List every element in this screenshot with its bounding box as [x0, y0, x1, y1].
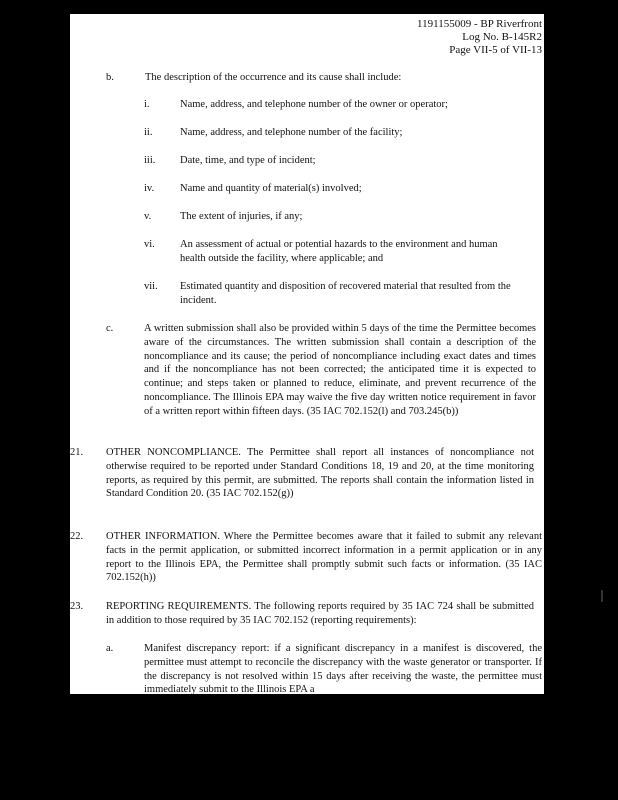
section-number: 23.	[70, 601, 84, 612]
header-log-number: Log No. B-145R2	[462, 31, 542, 43]
subitem-marker: vi.	[144, 239, 155, 250]
subitem-text: Name, address, and telephone number of the owner or operator;	[180, 99, 448, 110]
subitem-text: Estimated quantity and disposition of recovered material that resulted from the incident.	[180, 281, 511, 306]
section-text: REPORTING REQUIREMENTS. The following reports required by 35 IAC 724 shall be submitted in addition to those required by 35 IAC 702.152 (reporting requirements):	[106, 601, 534, 626]
page-header	[417, 18, 542, 57]
item-a-marker: a.	[106, 643, 114, 654]
subitem-marker: vii.	[144, 281, 158, 292]
subitem-marker: ii.	[144, 127, 153, 138]
subitem-text: An assessment of actual or potential hazards to the environment and human health outside the facility, where applicable; and	[180, 239, 498, 264]
section-number: 21.	[70, 447, 84, 458]
subitem-marker: v.	[144, 211, 152, 222]
subitem-text: The extent of injuries, if any;	[180, 211, 303, 222]
header-page-number: Page VII-5 of VII-13	[449, 44, 542, 56]
section-number: 22.	[70, 531, 84, 542]
item-c-text: A written submission shall also be provided within 5 days of the time the Permittee becomes aware of the circumstances. The written submission shall contain a description of the noncompliance and its cause; the period of noncompliance including exact dates and times and if the noncompliance has not been corrected; the anticipated time it is expected to continue; and steps taken or planned to reduce, eliminate, and prevent recurrence of the noncompliance. The Illinois EPA may waive the five day written notice requirement in favor of a written report within fifteen days. (35 IAC 702.152(l) and 703.245(b))	[144, 323, 536, 417]
subitem-text: Date, time, and type of incident;	[180, 155, 316, 166]
section-text: OTHER NONCOMPLIANCE. The Permittee shall report all instances of noncompliance not otherwise required to be reported under Standard Conditions 18, 19 and 20, at the time monitoring reports, as required by this permit, are submitted. The reports shall contain the information listed in Standard Condition 20. (35 IAC 702.152(g))	[106, 447, 534, 500]
subitem-text: Name, address, and telephone number of the facility;	[180, 127, 403, 138]
subitem-marker: i.	[144, 99, 150, 110]
item-b-marker: b.	[106, 72, 114, 83]
subitem-marker: iii.	[144, 155, 156, 166]
document-page	[70, 14, 544, 694]
scan-artifact-mark	[601, 590, 603, 602]
item-b-intro: The description of the occurrence and its cause shall include:	[145, 72, 402, 83]
item-a-text: Manifest discrepancy report: if a significant discrepancy in a manifest is discovered, the permittee must attempt to reconcile the discrepancy with the waste generator or transporter. If the discrepancy is not resolved within 15 days after receiving the waste, the permittee must immediately submit to the Illinois EPA a	[144, 643, 542, 694]
header-permit-line: 1191155009 - BP Riverfront	[417, 18, 542, 30]
subitem-text: Name and quantity of material(s) involved;	[180, 183, 362, 194]
item-c-marker: c.	[106, 323, 114, 334]
subitem-marker: iv.	[144, 183, 155, 194]
section-text: OTHER INFORMATION. Where the Permittee becomes aware that it failed to submit any relevant facts in the permit application, or submitted incorrect information in a permit application or in any report to the Illinois EPA, the Permittee shall promptly submit such facts or information. (35 IAC 702.152(h))	[106, 531, 542, 584]
